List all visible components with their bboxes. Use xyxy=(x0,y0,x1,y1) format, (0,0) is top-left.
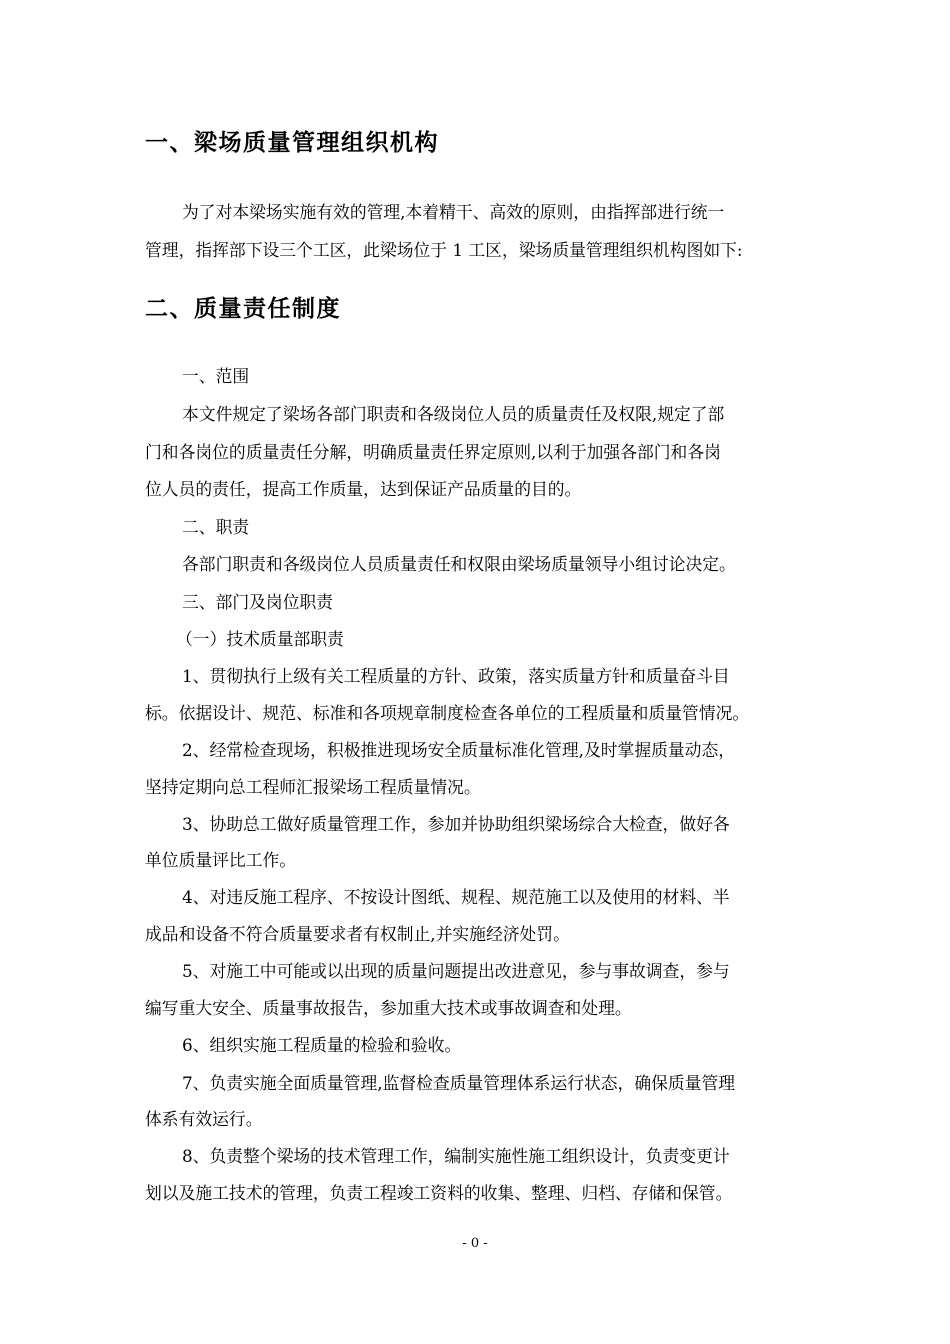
item-1-line-1: 1、贯彻执行上级有关工程质量的方针、政策，落实质量方针和质量奋斗目 xyxy=(182,666,730,686)
item-7-line-2: 体系有效运行。 xyxy=(145,1109,263,1129)
intro-line-2: 管理，指挥部下设三个工区，此梁场位于 1 工区，梁场质量管理组织机构图如下: xyxy=(145,240,743,260)
duty-line-1: 各部门职责和各级岗位人员质量责任和权限由梁场质量领导小组讨论决定。 xyxy=(182,554,736,574)
scope-line-1: 本文件规定了梁场各部门职责和各级岗位人员的质量责任及权限,规定了部 xyxy=(182,404,725,424)
item-6-line-1: 6、组织实施工程质量的检验和验收。 xyxy=(182,1035,462,1055)
item-2-line-1: 2、经常检查现场，积极推进现场安全质量标准化管理,及时掌握质量动态， xyxy=(182,740,736,760)
intro-line-1: 为了对本梁场实施有效的管理,本着精干、高效的原则，由指挥部进行统一 xyxy=(182,202,725,222)
item-4-line-1: 4、对违反施工程序、不按设计图纸、规程、规范施工以及使用的材料、半 xyxy=(182,887,730,907)
item-5-line-2: 编写重大安全、质量事故报告，参加重大技术或事故调查和处理。 xyxy=(145,998,632,1018)
item-8-line-2: 划以及施工技术的管理，负责工程竣工资料的收集、整理、归档、存储和保管。 xyxy=(145,1183,733,1203)
item-3-line-2: 单位质量评比工作。 xyxy=(145,850,297,870)
page-number: - 0 - xyxy=(462,1236,488,1251)
scope-line-3: 位人员的责任，提高工作质量，达到保证产品质量的目的。 xyxy=(145,479,582,499)
heading-quality-responsibility: 二、质量责任制度 xyxy=(145,296,341,322)
item-3-line-1: 3、协助总工做好质量管理工作，参加并协助组织梁场综合大检查，做好各 xyxy=(182,814,730,834)
item-1-line-2: 标。依据设计、规范、标准和各项规章制度检查各单位的工程质量和质量管情况。 xyxy=(145,703,750,723)
section-dept-title: 三、部门及岗位职责 xyxy=(182,592,334,612)
item-5-line-1: 5、对施工中可能或以出现的质量问题提出改进意见，参与事故调查，参与 xyxy=(182,961,730,981)
item-2-line-2: 坚持定期向总工程师汇报梁场工程质量情况。 xyxy=(145,777,481,797)
section-duty-title: 二、职责 xyxy=(182,517,250,537)
item-7-line-1: 7、负责实施全面质量管理,监督检查质量管理体系运行状态，确保质量管理 xyxy=(182,1073,736,1093)
heading-org-structure: 一、梁场质量管理组织机构 xyxy=(145,130,439,156)
section-scope-title: 一、范围 xyxy=(182,366,250,386)
scope-line-2: 门和各岗位的质量责任分解，明确质量责任界定原则,以利于加强各部门和各岗 xyxy=(145,442,721,462)
subsection-tech-quality: （一）技术质量部职责 xyxy=(176,629,344,649)
item-8-line-1: 8、负责整个梁场的技术管理工作，编制实施性施工组织设计，负责变更计 xyxy=(182,1146,730,1166)
item-4-line-2: 成品和设备不符合质量要求者有权制止,并实施经济处罚。 xyxy=(145,924,570,944)
